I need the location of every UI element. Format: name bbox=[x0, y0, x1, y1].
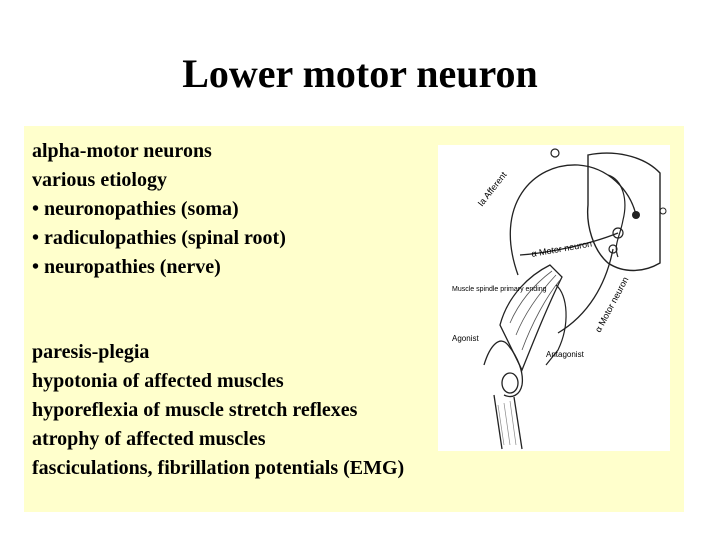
receptor-icon bbox=[551, 149, 559, 157]
antagonist-label: Antagonist bbox=[546, 350, 584, 359]
list-item: • neuropathies (nerve) bbox=[32, 256, 221, 278]
list-item: various etiology bbox=[32, 169, 167, 191]
alpha-motor-label: α Motor neuron bbox=[530, 238, 593, 259]
list-item: fasciculations, fibrillation potentials (EMG) bbox=[32, 457, 405, 479]
list-item: alpha-motor neurons bbox=[32, 140, 212, 162]
ia-afferent-label: Ia Afferent bbox=[475, 169, 509, 209]
list-item: hypotonia of affected muscles bbox=[32, 370, 284, 392]
spinal-cord-outline bbox=[588, 153, 660, 270]
list-item: paresis-plegia bbox=[32, 341, 150, 363]
muscle-spindle-label: Muscle spindle primary ending bbox=[452, 286, 547, 293]
knee-cap bbox=[502, 373, 518, 393]
symptom-list bbox=[32, 338, 492, 483]
agonist-label: Agonist bbox=[452, 334, 479, 343]
alpha-motor-label-2: α Motor neuron bbox=[592, 275, 631, 334]
etiology-list bbox=[32, 137, 492, 282]
list-item: • neuronopathies (soma) bbox=[32, 198, 239, 220]
receptor-icon bbox=[660, 208, 666, 214]
list-item: • radiculopathies (spinal root) bbox=[32, 227, 286, 249]
shin-bone bbox=[494, 395, 522, 449]
slide-title: Lower motor neuron bbox=[182, 51, 538, 96]
list-item: atrophy of affected muscles bbox=[32, 428, 266, 450]
list-item: hyporeflexia of muscle stretch reflexes bbox=[32, 399, 358, 421]
